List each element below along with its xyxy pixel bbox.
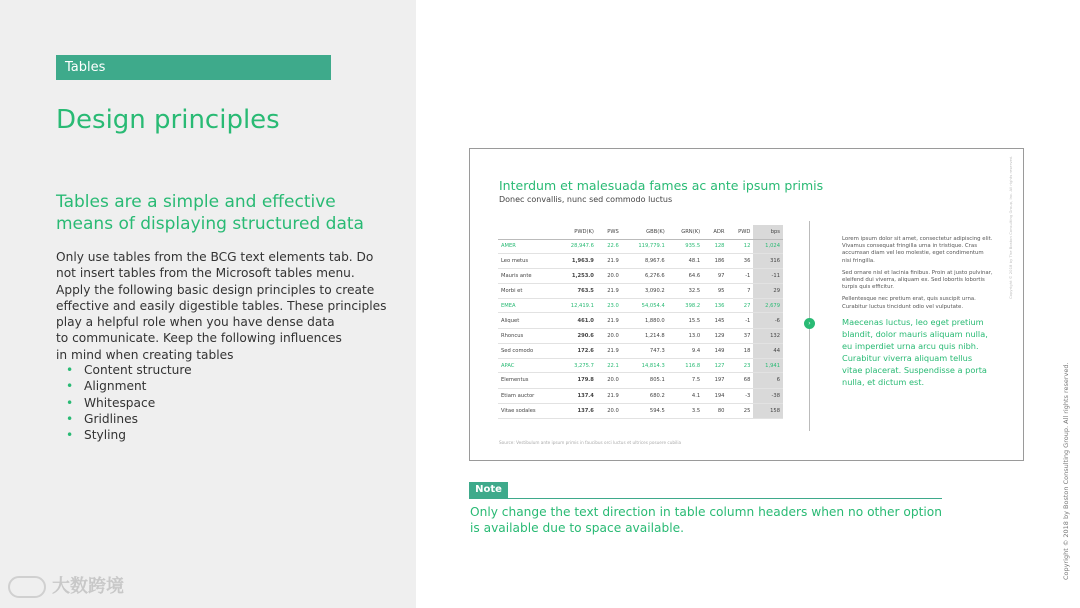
body-line: Apply the following basic design principles to create — [56, 282, 375, 297]
bullet-dot-icon: • — [66, 428, 74, 443]
table-cell: 68 — [727, 373, 753, 388]
table-header-cell: bps — [753, 225, 783, 239]
table-cell: 36 — [727, 253, 753, 268]
bullet-item — [66, 362, 192, 378]
preview-vertical-copyright: Copyright © 2018 by The Boston Consulting Group, Inc. All rights reserved. — [1008, 155, 1013, 299]
table-cell: 747.3 — [622, 343, 668, 358]
preview-source: Source: Vestibulum ante ipsum primis in faucibus orci luctus et ultrices posuere cubilia — [499, 440, 682, 445]
table-cell: 12 — [727, 239, 753, 253]
body-line: in mind when creating tables — [56, 347, 234, 362]
side-highlight: Maecenas luctus, leo eget pretium blandit, dolor mauris aliquam nulla, eu imperdiet urna arcu quis nibh. Curabitur viverra aliquam tellus vitae placerat. Suspendisse a porta nulla, et dictum est. — [842, 316, 988, 387]
section-tag: Tables — [56, 55, 331, 80]
table-cell: 20.0 — [597, 403, 622, 418]
body-line: to communicate. Keep the following influences — [56, 331, 342, 346]
bullet-list — [66, 362, 192, 443]
body-line: Only use tables from the BCG text elements tab. Do — [56, 250, 374, 264]
body-line: effective and easily digestible tables. These principles — [56, 298, 387, 313]
note-label: Note — [469, 482, 508, 498]
table-region-row — [498, 299, 783, 313]
table-cell: 8,967.6 — [622, 253, 668, 268]
table-cell: 28,947.6 — [556, 239, 597, 253]
bullet-label: Alignment — [84, 379, 147, 394]
table-cell: 680.2 — [622, 388, 668, 403]
table-cell: 116.8 — [668, 359, 703, 373]
table-cell: 935.5 — [668, 239, 703, 253]
table-row — [498, 343, 783, 358]
bullet-dot-icon: • — [66, 395, 74, 410]
body-line: not insert tables from the Microsoft tables menu. — [56, 266, 355, 281]
bullet-dot-icon: • — [66, 379, 74, 394]
table-cell: 1,941 — [753, 359, 783, 373]
bullet-item — [66, 378, 192, 394]
table-header-cell: PWD(K) — [556, 225, 597, 239]
table-cell: 37 — [727, 328, 753, 343]
side-paragraph: Pellentesque nec pretium erat, quis suscipit urna. Curabitur luctus tincidunt odio vel vulputate. — [842, 296, 976, 310]
table-header-row — [498, 225, 783, 239]
table-cell: 23 — [727, 359, 753, 373]
table-cell: 21.9 — [597, 313, 622, 328]
table-cell: 136 — [703, 299, 727, 313]
table-cell: 805.1 — [622, 373, 668, 388]
table-cell: -1 — [727, 313, 753, 328]
table-cell: 149 — [703, 343, 727, 358]
table-row — [498, 268, 783, 283]
example-table — [498, 225, 783, 419]
table-cell: 18 — [727, 343, 753, 358]
table-cell: Sed comodo — [498, 343, 556, 358]
preview-side-text — [842, 236, 994, 393]
table-cell: 1,253.0 — [556, 268, 597, 283]
bullet-label: Styling — [84, 428, 126, 443]
table-cell: 14,814.3 — [622, 359, 668, 373]
table-cell: Mauris ante — [498, 268, 556, 283]
table-cell: 398.2 — [668, 299, 703, 313]
table-cell: 179.8 — [556, 373, 597, 388]
table-cell: -6 — [753, 313, 783, 328]
note-divider — [469, 498, 942, 499]
table-cell: 3,090.2 — [622, 284, 668, 299]
table-example-preview — [469, 148, 1024, 461]
table-cell: 13.0 — [668, 328, 703, 343]
table-cell: 20.0 — [597, 328, 622, 343]
table-row — [498, 403, 783, 418]
preview-subtitle: Donec convallis, nunc sed commodo luctus — [499, 195, 673, 204]
table-cell: 172.6 — [556, 343, 597, 358]
table-row — [498, 313, 783, 328]
table-row — [498, 253, 783, 268]
table-row — [498, 328, 783, 343]
side-paragraph: Lorem ipsum dolor sit amet, consectetur adipiscing elit. Vivamus consequat fringilla urna in tristique. Cras accumsan diam vel leo molestie, eget condimentum nisi fringilla. — [842, 236, 993, 264]
table-cell: 20.0 — [597, 268, 622, 283]
table-cell: 129 — [703, 328, 727, 343]
table-cell: 44 — [753, 343, 783, 358]
preview-title: Interdum et malesuada fames ac ante ipsum primis — [499, 178, 824, 193]
table-cell: 145 — [703, 313, 727, 328]
table-cell: Morbi et — [498, 284, 556, 299]
table-row — [498, 388, 783, 403]
table-cell: Leo metus — [498, 253, 556, 268]
table-cell: 290.6 — [556, 328, 597, 343]
table-cell: AMER — [498, 239, 556, 253]
table-cell: Elementus — [498, 373, 556, 388]
table-cell: 97 — [703, 268, 727, 283]
table-cell: 23.0 — [597, 299, 622, 313]
table-cell: 27 — [727, 299, 753, 313]
table-cell: 1,963.9 — [556, 253, 597, 268]
table-cell: 194 — [703, 388, 727, 403]
table-cell: 21.9 — [597, 253, 622, 268]
table-cell: Rhoncus — [498, 328, 556, 343]
watermark-logo — [8, 572, 124, 598]
logo-icon — [8, 576, 46, 598]
table-cell: 137.6 — [556, 403, 597, 418]
table-cell: 21.9 — [597, 343, 622, 358]
bullet-dot-icon: • — [66, 411, 74, 426]
table-cell: 22.1 — [597, 359, 622, 373]
table-cell: APAC — [498, 359, 556, 373]
logo-text: 大数跨境 — [52, 576, 124, 597]
table-cell: 54,054.4 — [622, 299, 668, 313]
table-cell: 132 — [753, 328, 783, 343]
table-row — [498, 284, 783, 299]
table-cell: 1,214.8 — [622, 328, 668, 343]
table-header-cell: ADR — [703, 225, 727, 239]
table-cell: 15.5 — [668, 313, 703, 328]
table-header-cell: PWD — [727, 225, 753, 239]
side-paragraph: Sed ornare nisl et lacinia finibus. Proin at justo pulvinar, eleifend dui viverra, aliquam ex. Sed lobortis lobortis turpis quis efficitur. — [842, 269, 993, 291]
table-cell: EMEA — [498, 299, 556, 313]
table-cell: 127 — [703, 359, 727, 373]
bullet-label: Gridlines — [84, 411, 138, 426]
table-cell: -1 — [727, 268, 753, 283]
body-text — [56, 249, 391, 363]
table-cell: 1,024 — [753, 239, 783, 253]
bullet-item — [66, 395, 192, 411]
table-cell: 64.6 — [668, 268, 703, 283]
table-cell: 137.4 — [556, 388, 597, 403]
table-cell: 4.1 — [668, 388, 703, 403]
table-cell: -11 — [753, 268, 783, 283]
left-panel — [0, 0, 416, 608]
table-row — [498, 373, 783, 388]
table-cell: Etiam auctor — [498, 388, 556, 403]
table-cell: 21.9 — [597, 284, 622, 299]
table-cell: 48.1 — [668, 253, 703, 268]
table-cell: 128 — [703, 239, 727, 253]
table-cell: 12,419.1 — [556, 299, 597, 313]
table-cell: 119,779.1 — [622, 239, 668, 253]
table-region-row — [498, 359, 783, 373]
bullet-dot-icon: • — [66, 363, 74, 377]
table-cell: 461.0 — [556, 313, 597, 328]
table-cell: 29 — [753, 284, 783, 299]
bullet-label: Whitespace — [84, 395, 156, 410]
page-subtitle: Tables are a simple and effective means of displaying structured data — [56, 192, 364, 234]
table-cell: 1,880.0 — [622, 313, 668, 328]
bullet-label: Content structure — [84, 363, 192, 377]
table-cell: 594.5 — [622, 403, 668, 418]
bullet-item — [66, 411, 192, 427]
table-header-cell — [498, 225, 556, 239]
note-text: Only change the text direction in table column headers when no other option is available due to space available. — [470, 505, 942, 535]
table-cell: 2,679 — [753, 299, 783, 313]
table-cell: -3 — [727, 388, 753, 403]
arrow-circle-icon: › — [804, 318, 815, 329]
table-cell: 763.5 — [556, 284, 597, 299]
table-cell: 186 — [703, 253, 727, 268]
table-cell: 6 — [753, 373, 783, 388]
table-region-row — [498, 239, 783, 253]
table-cell: 6,276.6 — [622, 268, 668, 283]
table-header-cell: PWS — [597, 225, 622, 239]
page-title: Design principles — [56, 105, 280, 135]
table-cell: Aliquet — [498, 313, 556, 328]
table-cell: Vitae sodales — [498, 403, 556, 418]
table-cell: 197 — [703, 373, 727, 388]
table-cell: -38 — [753, 388, 783, 403]
table-body — [498, 239, 783, 419]
table-cell: 158 — [753, 403, 783, 418]
table-cell: 25 — [727, 403, 753, 418]
table-cell: 32.5 — [668, 284, 703, 299]
table-header-cell: GBB(K) — [622, 225, 668, 239]
table-cell: 316 — [753, 253, 783, 268]
table-cell: 3.5 — [668, 403, 703, 418]
table-header-cell: GRN(K) — [668, 225, 703, 239]
copyright-text: Copyright © 2018 by Boston Consulting Group. All rights reserved. — [1062, 362, 1070, 580]
table-cell: 20.0 — [597, 373, 622, 388]
table-cell: 95 — [703, 284, 727, 299]
table-cell: 21.9 — [597, 388, 622, 403]
table-cell: 22.6 — [597, 239, 622, 253]
table-cell: 9.4 — [668, 343, 703, 358]
table-cell: 7 — [727, 284, 753, 299]
body-line: play a helpful role when you have dense data — [56, 315, 335, 330]
table-cell: 7.5 — [668, 373, 703, 388]
table-cell: 80 — [703, 403, 727, 418]
table-cell: 3,275.7 — [556, 359, 597, 373]
bullet-item — [66, 427, 192, 443]
